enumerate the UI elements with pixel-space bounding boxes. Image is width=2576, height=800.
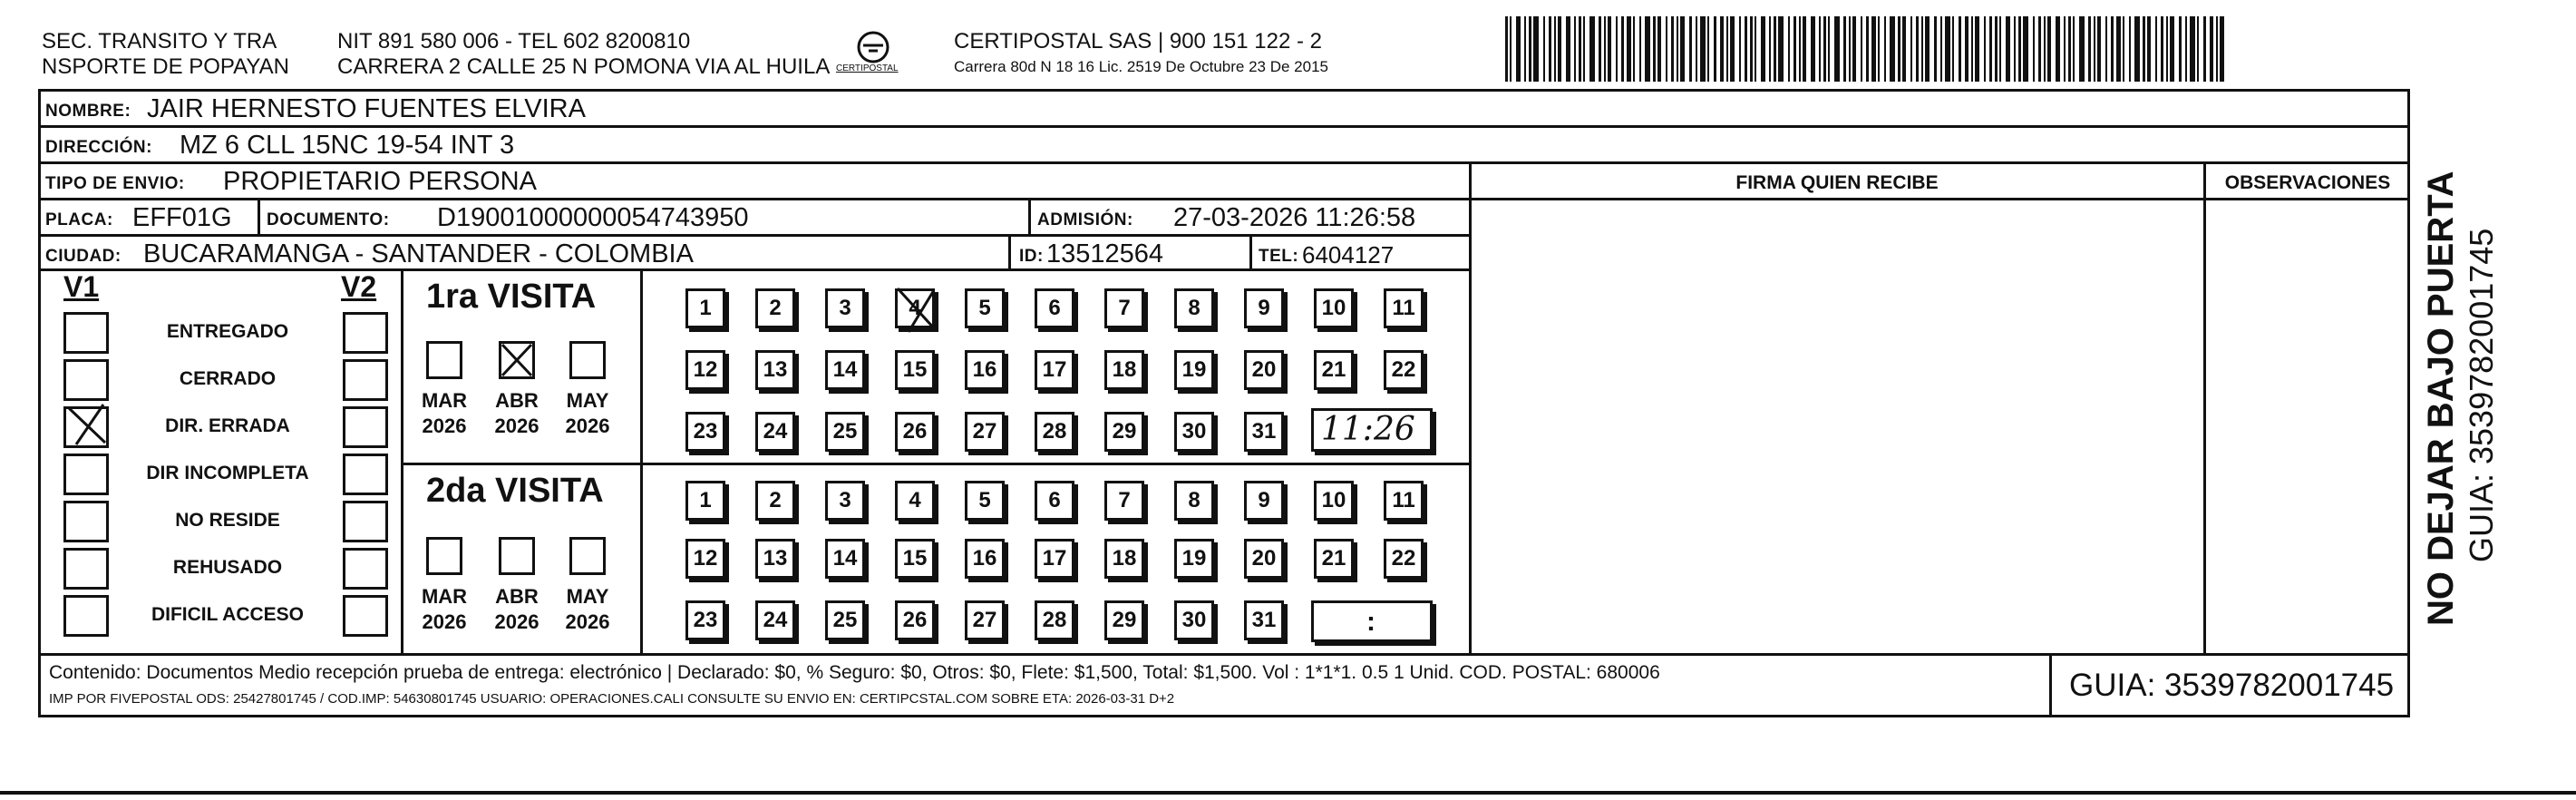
visit1-day-box[interactable]: 29 xyxy=(1104,412,1144,452)
visit1-day-box[interactable]: 22 xyxy=(1384,350,1424,390)
visit2-day-box[interactable]: 2 xyxy=(755,481,795,521)
v1-checkbox[interactable] xyxy=(63,312,109,354)
direccion-label: DIRECCIÓN: xyxy=(45,138,152,157)
barcode-bar xyxy=(1750,16,1753,82)
visit2-month-checkbox[interactable] xyxy=(569,537,606,575)
barcode-bar xyxy=(1714,16,1716,82)
barcode-bar xyxy=(2179,16,2182,82)
visit1-day-box[interactable]: 17 xyxy=(1035,350,1074,390)
barcode-bar xyxy=(2143,16,2145,82)
visit2-day-box[interactable]: 24 xyxy=(755,600,795,640)
visit1-day-box[interactable]: 27 xyxy=(965,412,1005,452)
month-name: MAY xyxy=(566,389,609,412)
barcode-bar xyxy=(2088,16,2091,82)
month-name: ABR xyxy=(495,585,539,608)
barcode-bar xyxy=(2047,16,2051,82)
visit1-day-box[interactable]: 1 xyxy=(685,288,725,328)
barcode-bar xyxy=(1866,16,1869,82)
visit2-day-box[interactable]: 20 xyxy=(1244,539,1284,579)
visit1-day-box[interactable]: 6 xyxy=(1035,288,1074,328)
visit1-day-box[interactable]: 4 xyxy=(895,288,935,328)
admision-value: 27-03-2026 11:26:58 xyxy=(1173,203,1416,232)
barcode-bar xyxy=(1627,16,1631,82)
barcode-bar xyxy=(2185,16,2187,82)
footer-guia: GUIA: 3539782001745 xyxy=(2069,668,2395,703)
barcode-bar xyxy=(2134,16,2140,82)
visit2-day-box[interactable]: 25 xyxy=(825,600,865,640)
barcode-bar xyxy=(1921,16,1923,82)
visit1-day-box[interactable]: 8 xyxy=(1174,288,1214,328)
courier-line: CERTIPOSTAL SAS | 900 151 122 - 2 xyxy=(954,29,1322,54)
visit2-day-box[interactable]: 18 xyxy=(1104,539,1144,579)
barcode-bar xyxy=(1604,16,1606,82)
barcode-bar xyxy=(2105,16,2107,82)
observaciones-label: OBSERVACIONES xyxy=(2224,172,2391,193)
barcode-bar xyxy=(1934,16,1937,82)
barcode-bar xyxy=(1902,16,1906,82)
barcode-bar xyxy=(1755,16,1756,82)
barcode-bar xyxy=(1505,16,1508,82)
visit2-day-box[interactable]: 26 xyxy=(895,600,935,640)
tipo-envio-value: PROPIETARIO PERSONA xyxy=(223,167,537,196)
logo-text: CERTIPOSTAL xyxy=(836,63,899,73)
visit1-month-checkbox[interactable] xyxy=(426,341,462,379)
barcode-bar xyxy=(1861,16,1862,82)
status-option-label: CERRADO xyxy=(179,368,277,389)
barcode-bar xyxy=(1823,16,1826,82)
barcode-bar xyxy=(1828,16,1830,82)
barcode-bar xyxy=(1871,16,1876,82)
barcode-bar xyxy=(2023,16,2028,82)
visit1-day-box[interactable]: 28 xyxy=(1035,412,1074,452)
nombre-label: NOMBRE: xyxy=(45,102,131,121)
admision-label: ADMISIÓN: xyxy=(1037,210,1133,229)
v1-label: V1 xyxy=(63,270,100,303)
barcode-bar xyxy=(1975,16,1979,82)
barcode-bar xyxy=(1925,16,1930,82)
placa-value: EFF01G xyxy=(132,203,232,232)
barcode-bar xyxy=(1945,16,1950,82)
month-name: ABR xyxy=(495,389,539,412)
visit2-time-value: : xyxy=(1366,607,1375,637)
nit-line: NIT 891 580 006 - TEL 602 8200810 xyxy=(337,29,691,54)
barcode-bar xyxy=(1803,16,1806,82)
barcode-bar xyxy=(2166,16,2168,82)
side-guia-text: GUIA: 3539782001745 xyxy=(2463,228,2500,562)
barcode-bar xyxy=(1533,16,1539,82)
v2-checkbox[interactable] xyxy=(343,312,388,354)
visit2-month-label xyxy=(556,584,619,635)
visit1-time-box xyxy=(1311,408,1433,452)
visit1-day-box[interactable]: 25 xyxy=(825,412,865,452)
visit2-time-box xyxy=(1311,600,1433,642)
visit2-day-box[interactable]: 19 xyxy=(1174,539,1214,579)
visit1-day-box[interactable]: 13 xyxy=(755,350,795,390)
barcode-bar xyxy=(1999,16,2001,82)
barcode-bar xyxy=(1811,16,1815,82)
visit2-day-box[interactable]: 23 xyxy=(685,600,725,640)
barcode-bar xyxy=(1621,16,1624,82)
visit2-day-box[interactable]: 22 xyxy=(1384,539,1424,579)
visit2-day-box[interactable]: 3 xyxy=(825,481,865,521)
barcode-bar xyxy=(1898,16,1900,82)
month-year: 2026 xyxy=(422,415,467,437)
visit1-day-box[interactable]: 2 xyxy=(755,288,795,328)
footer-print-line: IMP POR FIVEPOSTAL ODS: 25427801745 / COD.IMP: 54630801745 USUARIO: OPERACIONES.CALI CONSULTE SU ENVIO EN: CERTIPCSTAL.COM SOBRE ETA: 2026-03-31 D+2 xyxy=(49,691,1175,707)
month-name: MAR xyxy=(421,585,468,608)
barcode-bar xyxy=(2210,16,2213,82)
barcode-bar xyxy=(2044,16,2046,82)
visit2-month-checkbox[interactable] xyxy=(426,537,462,575)
visit1-day-box[interactable]: 5 xyxy=(965,288,1005,328)
visit2-month-label xyxy=(413,584,476,635)
barcode-bar xyxy=(1965,16,1968,82)
nombre-value: JAIR HERNESTO FUENTES ELVIRA xyxy=(147,94,586,123)
barcode-bar xyxy=(2123,16,2124,82)
barcode-bar xyxy=(2073,16,2075,82)
barcode-bar xyxy=(1745,16,1747,82)
v2-checkbox[interactable] xyxy=(343,548,388,590)
barcode-bar xyxy=(1910,16,1912,82)
barcode-bar xyxy=(2097,16,2101,82)
v1-checkbox[interactable] xyxy=(63,359,109,401)
visit2-day-box[interactable]: 30 xyxy=(1174,600,1214,640)
barcode-bar xyxy=(1566,16,1570,82)
visit2-day-box[interactable]: 31 xyxy=(1244,600,1284,640)
visit2-day-box[interactable]: 7 xyxy=(1104,481,1144,521)
v1-checkbox[interactable] xyxy=(63,501,109,542)
barcode-bar xyxy=(1890,16,1895,82)
barcode-bar xyxy=(2161,16,2163,82)
barcode-bar xyxy=(1543,16,1545,82)
visit1-day-box[interactable]: 21 xyxy=(1314,350,1354,390)
barcode-bar xyxy=(1574,16,1576,82)
visit1-day-box[interactable]: 7 xyxy=(1104,288,1144,328)
barcode-bar xyxy=(2155,16,2157,82)
visit2-day-box[interactable]: 4 xyxy=(895,481,935,521)
ciudad-label: CIUDAD: xyxy=(45,247,122,266)
barcode-bar xyxy=(1959,16,1961,82)
barcode-bar xyxy=(2038,16,2041,82)
barcode-bar xyxy=(2033,16,2035,82)
status-option-label: NO RESIDE xyxy=(175,510,280,531)
barcode-bar xyxy=(1799,16,1801,82)
visit1-day-box[interactable]: 15 xyxy=(895,350,935,390)
barcode-bar xyxy=(1653,16,1656,82)
visit2-day-box[interactable]: 11 xyxy=(1384,481,1424,521)
visit2-day-box[interactable]: 16 xyxy=(965,539,1005,579)
v1-checkbox[interactable] xyxy=(63,595,109,637)
tel-label: TEL: xyxy=(1259,247,1299,266)
day4-check-mark xyxy=(890,281,945,336)
visit2-day-box[interactable]: 9 xyxy=(1244,481,1284,521)
visit1-title: 1ra VISITA xyxy=(426,278,597,316)
org-name-line2: NSPORTE DE POPAYAN xyxy=(42,54,289,79)
barcode-bar xyxy=(2129,16,2131,82)
barcode-bar xyxy=(2111,16,2114,82)
barcode-bar xyxy=(1510,16,1512,82)
barcode-bar xyxy=(1549,16,1551,82)
barcode-bar xyxy=(1852,16,1856,82)
barcode-bar xyxy=(1884,16,1886,82)
barcode-bar xyxy=(1940,16,1942,82)
certipostal-logo xyxy=(832,27,914,82)
barcode-bar xyxy=(2064,16,2066,82)
barcode-bar xyxy=(2014,16,2016,82)
barcode-bar xyxy=(2147,16,2151,82)
placa-label: PLACA: xyxy=(45,210,113,229)
visit1-month-checkbox[interactable] xyxy=(569,341,606,379)
barcode-bar xyxy=(2094,16,2095,82)
month-name: MAY xyxy=(566,585,609,608)
barcode-bar xyxy=(1558,16,1561,82)
barcode-bar xyxy=(1769,16,1771,82)
ciudad-value: BUCARAMANGA - SANTANDER - COLOMBIA xyxy=(143,239,694,268)
barcode-bar xyxy=(1720,16,1724,82)
barcode-bar xyxy=(1834,16,1840,82)
status-option-label: DIFICIL ACCESO xyxy=(151,604,304,625)
barcode-bar xyxy=(1726,16,1728,82)
barcode-bar xyxy=(1995,16,1998,82)
documento-value: D19001000000054743950 xyxy=(437,203,749,232)
visit1-day-box[interactable]: 19 xyxy=(1174,350,1214,390)
visit2-day-box[interactable]: 1 xyxy=(685,481,725,521)
visit1-day-box[interactable]: 3 xyxy=(825,288,865,328)
month-year: 2026 xyxy=(565,415,610,437)
barcode-bar xyxy=(1989,16,1992,82)
status-option-label: ENTREGADO xyxy=(166,321,289,342)
barcode-bar xyxy=(1761,16,1765,82)
footer-content-line: Contenido: Documentos Medio recepción prueba de entrega: electrónico | Declarado: $0, % Seguro: $0, Otros: $0, Flete: $1,500, Total: $1,500. Vol : 1*1*1. 0.5 1 Unid. COD. POSTAL: 680006 xyxy=(49,662,1660,683)
visit2-day-box[interactable]: 27 xyxy=(965,600,1005,640)
v2-checkbox[interactable] xyxy=(343,359,388,401)
barcode-bar xyxy=(1707,16,1709,82)
barcode-bar xyxy=(2216,16,2218,82)
barcode-bar xyxy=(2220,16,2224,82)
courier-license: Carrera 80d N 18 16 Lic. 2519 De Octubre 23 De 2015 xyxy=(954,58,1328,75)
month-name: MAR xyxy=(421,389,468,412)
direccion-value: MZ 6 CLL 15NC 19-54 INT 3 xyxy=(180,131,515,160)
barcode-bar xyxy=(1645,16,1650,82)
barcode-bar xyxy=(2006,16,2010,82)
barcode-bar xyxy=(1583,16,1585,82)
tel-value: 6404127 xyxy=(1302,241,1395,268)
v2-checkbox[interactable] xyxy=(343,454,388,495)
visit1-month-label xyxy=(485,388,549,439)
barcode-bar xyxy=(1666,16,1667,82)
visit1-day-box[interactable]: 18 xyxy=(1104,350,1144,390)
month-year: 2026 xyxy=(422,610,467,633)
barcode-bar xyxy=(2068,16,2071,82)
barcode-bar xyxy=(1878,16,1880,82)
id-value: 13512564 xyxy=(1046,239,1164,268)
month-year: 2026 xyxy=(494,610,540,633)
barcode-bar xyxy=(2079,16,2085,82)
visit1-time-value: 11:26 xyxy=(1321,411,1415,448)
visit1-month-label xyxy=(556,388,619,439)
status-option-label: DIR. ERRADA xyxy=(165,415,290,436)
barcode-bar xyxy=(1633,16,1635,82)
barcode-bar xyxy=(1788,16,1790,82)
barcode-bar xyxy=(1843,16,1846,82)
visit1-month-label xyxy=(413,388,476,439)
status-option-label: DIR INCOMPLETA xyxy=(146,463,309,483)
visit2-month-checkbox[interactable] xyxy=(499,537,535,575)
barcode-bar xyxy=(1657,16,1661,82)
barcode-bar xyxy=(1639,16,1641,82)
month-year: 2026 xyxy=(494,415,540,437)
visit2-day-box[interactable]: 28 xyxy=(1035,600,1074,640)
barcode-bar xyxy=(1599,16,1601,82)
v1-checkbox[interactable] xyxy=(63,548,109,590)
tipo-envio-label: TIPO DE ENVIO: xyxy=(45,174,185,193)
barcode-bar xyxy=(1516,16,1521,82)
barcode-bar xyxy=(1739,16,1741,82)
barcode-bar xyxy=(1671,16,1674,82)
barcode-bar xyxy=(1952,16,1954,82)
barcode-bar xyxy=(1984,16,1986,82)
visit1-day-box[interactable]: 12 xyxy=(685,350,725,390)
org-name-line1: SEC. TRANSITO Y TRA xyxy=(42,29,277,54)
visit2-day-box[interactable]: 29 xyxy=(1104,600,1144,640)
status-option-label: REHUSADO xyxy=(172,557,283,578)
barcode-bar xyxy=(2203,16,2206,82)
visit1-day-box[interactable]: 16 xyxy=(965,350,1005,390)
barcode-bar xyxy=(1730,16,1735,82)
barcode-bar xyxy=(1696,16,1697,82)
barcode-bar xyxy=(1971,16,1973,82)
barcode-bar xyxy=(1700,16,1706,82)
barcode-bar xyxy=(2018,16,2021,82)
v2-checkbox[interactable] xyxy=(343,595,388,637)
dir-errada-check-mark xyxy=(63,399,112,448)
visit2-day-box[interactable]: 6 xyxy=(1035,481,1074,521)
barcode-bar xyxy=(1677,16,1678,82)
address-line: CARRERA 2 CALLE 25 N POMONA VIA AL HUILA xyxy=(337,54,831,79)
visit1-day-box[interactable]: 24 xyxy=(755,412,795,452)
visit1-day-box[interactable]: 30 xyxy=(1174,412,1214,452)
barcode-bar xyxy=(2056,16,2060,82)
barcode-bar xyxy=(2170,16,2174,82)
visit1-day-box[interactable]: 9 xyxy=(1244,288,1284,328)
visit1-day-box[interactable]: 20 xyxy=(1244,350,1284,390)
visit2-day-box[interactable]: 14 xyxy=(825,539,865,579)
barcode-bar xyxy=(1849,16,1851,82)
visit1-day-box[interactable]: 11 xyxy=(1384,288,1424,328)
visit2-day-box[interactable]: 21 xyxy=(1314,539,1354,579)
barcode-bar xyxy=(1554,16,1556,82)
barcode-bar xyxy=(2197,16,2199,82)
visit1-day-box[interactable]: 26 xyxy=(895,412,935,452)
barcode-bar xyxy=(1793,16,1796,82)
v2-label: V2 xyxy=(341,270,377,303)
visit1-day-box[interactable]: 14 xyxy=(825,350,865,390)
documento-label: DOCUMENTO: xyxy=(267,210,390,229)
visit2-day-box[interactable]: 15 xyxy=(895,539,935,579)
visit2-day-box[interactable]: 13 xyxy=(755,539,795,579)
visit2-title: 2da VISITA xyxy=(426,472,604,510)
barcode-bar xyxy=(1774,16,1776,82)
visit2-month-label xyxy=(485,584,549,635)
visit2-day-box[interactable]: 5 xyxy=(965,481,1005,521)
barcode-bar xyxy=(2190,16,2195,82)
barcode-bar xyxy=(1529,16,1531,82)
visit1-day-box[interactable]: 31 xyxy=(1244,412,1284,452)
abr-check-mark xyxy=(499,341,535,379)
barcode-bar xyxy=(1608,16,1611,82)
visit2-day-box[interactable]: 17 xyxy=(1035,539,1074,579)
side-warning-text: NO DEJAR BAJO PUERTA xyxy=(2421,171,2461,626)
visit1-day-box[interactable]: 23 xyxy=(685,412,725,452)
v2-checkbox[interactable] xyxy=(343,501,388,542)
barcode-bar xyxy=(1680,16,1685,82)
visit2-day-box[interactable]: 12 xyxy=(685,539,725,579)
visit2-day-box[interactable]: 10 xyxy=(1314,481,1354,521)
barcode-bar xyxy=(1579,16,1581,82)
barcode-bar xyxy=(1616,16,1618,82)
v2-checkbox[interactable] xyxy=(343,406,388,448)
month-year: 2026 xyxy=(565,610,610,633)
barcode-bar xyxy=(1689,16,1692,82)
barcode-bar xyxy=(1589,16,1595,82)
barcode-bar xyxy=(1819,16,1821,82)
visit2-day-box[interactable]: 8 xyxy=(1174,481,1214,521)
barcode-bar xyxy=(2116,16,2121,82)
barcode-bar xyxy=(1524,16,1526,82)
id-label: ID: xyxy=(1019,247,1044,266)
firma-label: FIRMA QUIEN RECIBE xyxy=(1735,172,1939,193)
barcode xyxy=(1505,16,2231,82)
barcode-bar xyxy=(1778,16,1784,82)
v1-checkbox[interactable] xyxy=(63,454,109,495)
visit1-day-box[interactable]: 10 xyxy=(1314,288,1354,328)
barcode-bar xyxy=(1916,16,1919,82)
